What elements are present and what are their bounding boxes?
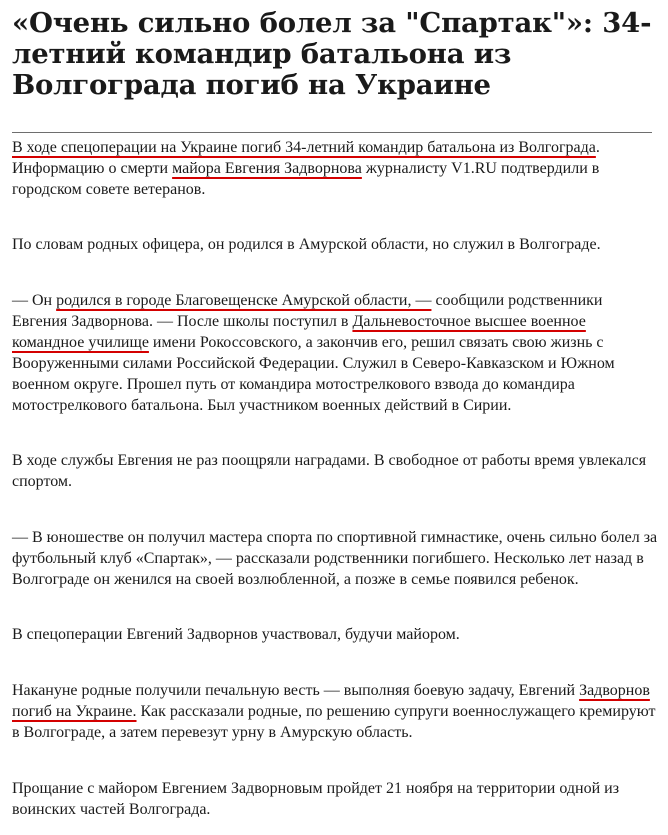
paragraph-text: имени Рокоссовского, а закончив его, решил связать свою жизнь с Вооруженными силами Российской Федерации. Служил в Северо-Кавказском и Южном военном округе. Прошел путь от командира мотострелкового взвода до командира мотострелкового батальона. Был участником военных действий в Сирии. — [12, 334, 615, 414]
article-title: «Очень сильно болел за "Спартак"»: 34-летний командир батальона из Волгограда погиб на Украине — [12, 7, 652, 101]
paragraph-text: сообщили родственники Евгения Задворнова. — После школы поступил в — [12, 292, 603, 330]
paragraph-text: — Он — [12, 292, 57, 309]
highlighted-text: Задворнов погиб на Украине. — [12, 682, 650, 720]
paragraph-6: В спецоперации Евгений Задворнов участвовал, будучи майором. — [12, 626, 460, 643]
paragraph-8: Прощание с майором Евгением Задворновым пройдет 21 ноября на территории одной из воинских частей Волгограда. — [12, 780, 620, 818]
paragraph-5: — В юношестве он получил мастера спорта по спортивной гимнастике, очень сильно болел за футбольный клуб «Спартак», — рассказали родственники погибшего. Несколько лет назад в Волгограде он женился на своей возлюбленной, а позже в семье появился ребенок. — [12, 529, 658, 588]
paragraph-2: По словам родных офицера, он родился в Амурской области, но служил в Волгограде. — [12, 236, 601, 253]
paragraph-text: . Информацию о смерти — [12, 139, 600, 177]
paragraph-1 — [12, 137, 658, 200]
highlighted-text: родился в городе Благовещенске Амурской области, — — [56, 292, 432, 309]
paragraph-text: Как рассказали родные, по решению супруги военнослужащего кремируют в Волгограде, а затем перевезут урну в Амурскую область. — [12, 703, 656, 741]
paragraph-3 — [12, 290, 658, 416]
article — [12, 0, 658, 820]
article-body — [12, 137, 658, 820]
paragraph-7 — [12, 680, 658, 743]
paragraph-text: Накануне родные получили печальную весть — выполняя боевую задачу, Евгений — [12, 682, 580, 699]
highlighted-text: Дальневосточное высшее военное командное училище — [12, 313, 586, 351]
highlighted-text: В ходе спецоперации на Украине погиб 34-летний командир батальона из Волгограда — [12, 139, 596, 156]
paragraph-text: журналисту V1.RU подтвердили в городском совете ветеранов. — [12, 160, 600, 198]
title-divider — [12, 132, 652, 133]
highlighted-text: майора Евгения Задворнова — [172, 160, 362, 177]
paragraph-4: В ходе службы Евгения не раз поощряли наградами. В свободное от работы время увлекался спортом. — [12, 452, 647, 490]
